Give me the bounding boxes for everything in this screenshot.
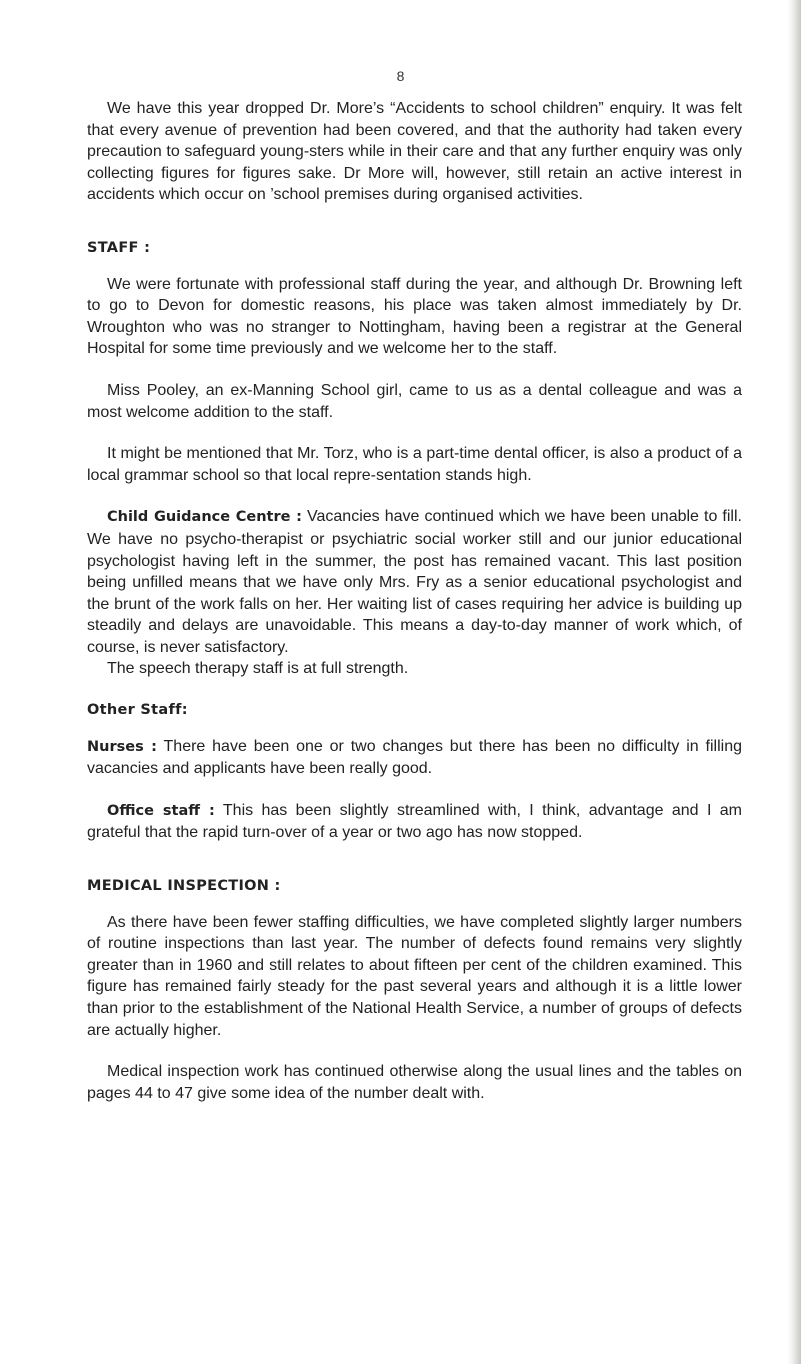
child-guidance-text: Vacancies have continued which we have been unable to fill. We have no psycho-therapist or psychiatric social worker still and our junior educational psychologist having left in the summer, the post has remained vacant. This last position being unfilled means that we have only Mrs. Fry as a senior educational psychologist and the brunt of the work falls on her. Her waiting list of cases requiring her advice is building up steadily and delays are unavoidable. This means a day-to-day manner of work which, of course, is never satisfactory. — [87, 508, 742, 656]
nurses-label: Nurses : — [87, 738, 157, 755]
document-body — [87, 98, 742, 1104]
nurses-paragraph — [87, 736, 742, 780]
page-number: 8 — [396, 68, 405, 84]
medical-inspection-paragraph-1: As there have been fewer staffing difficulties, we have completed slightly larger numbers of routine inspections than last year. The number of defects found remains very slightly greater than in 1960 and still relates to about fifteen per cent of the children examined. This figure has remained fairly steady for the past several years and although it is a little lower than prior to the establishment of the National Health Service, a number of groups of defects are actually higher. — [87, 913, 742, 1039]
staff-paragraph-3: It might be mentioned that Mr. Torz, who is a part-time dental officer, is also a product of a local grammar school so that local repre-sentation stands high. — [87, 445, 742, 484]
office-staff-text: This has been slightly streamlined with, I think, advantage and I am grateful that the rapid turn-over of a year or two ago has now stopped. — [87, 801, 743, 842]
child-guidance-label: Child Guidance Centre : — [107, 509, 302, 526]
staff-heading: STAFF : — [87, 239, 151, 256]
page-edge-shadow — [787, 0, 801, 1364]
speech-therapy-line: The speech therapy staff is at full strength. — [107, 660, 409, 678]
office-staff-paragraph — [87, 800, 742, 844]
other-staff-heading: Other Staff: — [87, 702, 188, 719]
nurses-text: There have been one or two changes but there has been no difficulty in filling vacancies and applicants have been really good. — [87, 737, 743, 778]
accidents-paragraph: We have this year dropped Dr. More’s “Accidents to school children” enquiry. It was felt that every avenue of prevention had been covered, and that the authority had taken every precaution to safeguard young-sters while in their care and that any further enquiry was only collecting figures for figures sake. Dr More will, however, still retain an active interest in accidents which occur on ’school premises during organised activities. — [87, 100, 742, 204]
medical-inspection-heading: MEDICAL INSPECTION : — [87, 878, 281, 895]
staff-paragraph-1: We were fortunate with professional staff during the year, and although Dr. Browning left to go to Devon for domestic reasons, his place was taken almost immediately by Dr. Wroughton who was no stranger to Nottingham, having been a registrar at the General Hospital for some time previously and we welcome her to the staff. — [87, 275, 742, 358]
office-staff-label: Office staff : — [107, 802, 215, 819]
medical-inspection-paragraph-2: Medical inspection work has continued otherwise along the usual lines and the tables on pages 44 to 47 give some idea of the number dealt with. — [87, 1063, 742, 1102]
staff-paragraph-2: Miss Pooley, an ex-Manning School girl, came to us as a dental colleague and was a most welcome addition to the staff. — [87, 381, 742, 421]
child-guidance-paragraph — [87, 506, 742, 658]
